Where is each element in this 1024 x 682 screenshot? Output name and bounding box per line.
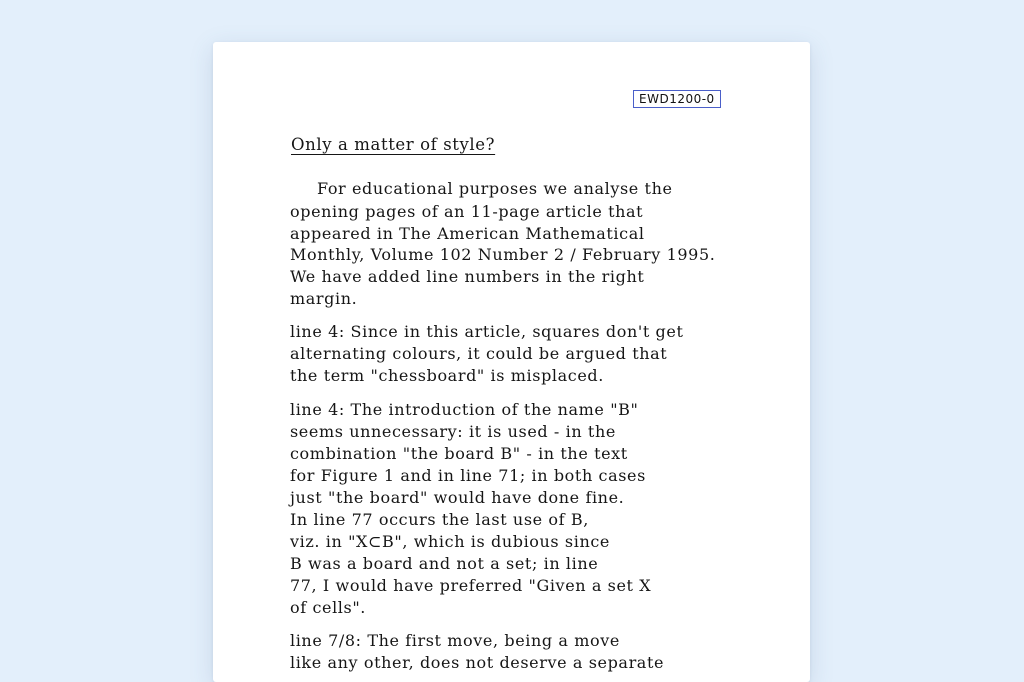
text-line: viz. in "X⊂B", which is dubious since bbox=[290, 532, 610, 551]
text-line: of cells". bbox=[290, 598, 366, 617]
text-line: In line 77 occurs the last use of B, bbox=[290, 510, 589, 529]
text-line: appeared in The American Mathematical bbox=[290, 224, 645, 243]
text-line: combination "the board B" - in the text bbox=[290, 444, 628, 463]
text-line: line 7/8: The first move, being a move bbox=[290, 631, 620, 650]
text-line: for Figure 1 and in line 71; in both cases bbox=[290, 466, 646, 485]
text-line: opening pages of an 11-page article that bbox=[290, 202, 644, 221]
text-line: the term "chessboard" is misplaced. bbox=[290, 366, 604, 385]
text-line: alternating colours, it could be argued that bbox=[290, 344, 668, 363]
document-id-label: EWD1200-0 bbox=[633, 90, 721, 108]
text-line: Monthly, Volume 102 Number 2 / February 1995. bbox=[290, 245, 716, 264]
document-title: Only a matter of style? bbox=[291, 135, 496, 154]
text-line: like any other, does not deserve a separate bbox=[290, 653, 665, 672]
text-line: seems unnecessary: it is used - in the bbox=[290, 422, 616, 441]
manuscript-page bbox=[213, 42, 810, 682]
text-line: For educational purposes we analyse the bbox=[317, 179, 673, 198]
text-line: line 4: Since in this article, squares don't get bbox=[290, 322, 684, 341]
text-line: B was a board and not a set; in line bbox=[290, 554, 599, 573]
text-line: line 4: The introduction of the name "B" bbox=[290, 400, 639, 419]
text-line: 77, I would have preferred "Given a set X bbox=[290, 576, 652, 595]
text-line: We have added line numbers in the right bbox=[290, 267, 645, 286]
text-line: margin. bbox=[290, 289, 358, 308]
text-line: just "the board" would have done fine. bbox=[290, 488, 625, 507]
